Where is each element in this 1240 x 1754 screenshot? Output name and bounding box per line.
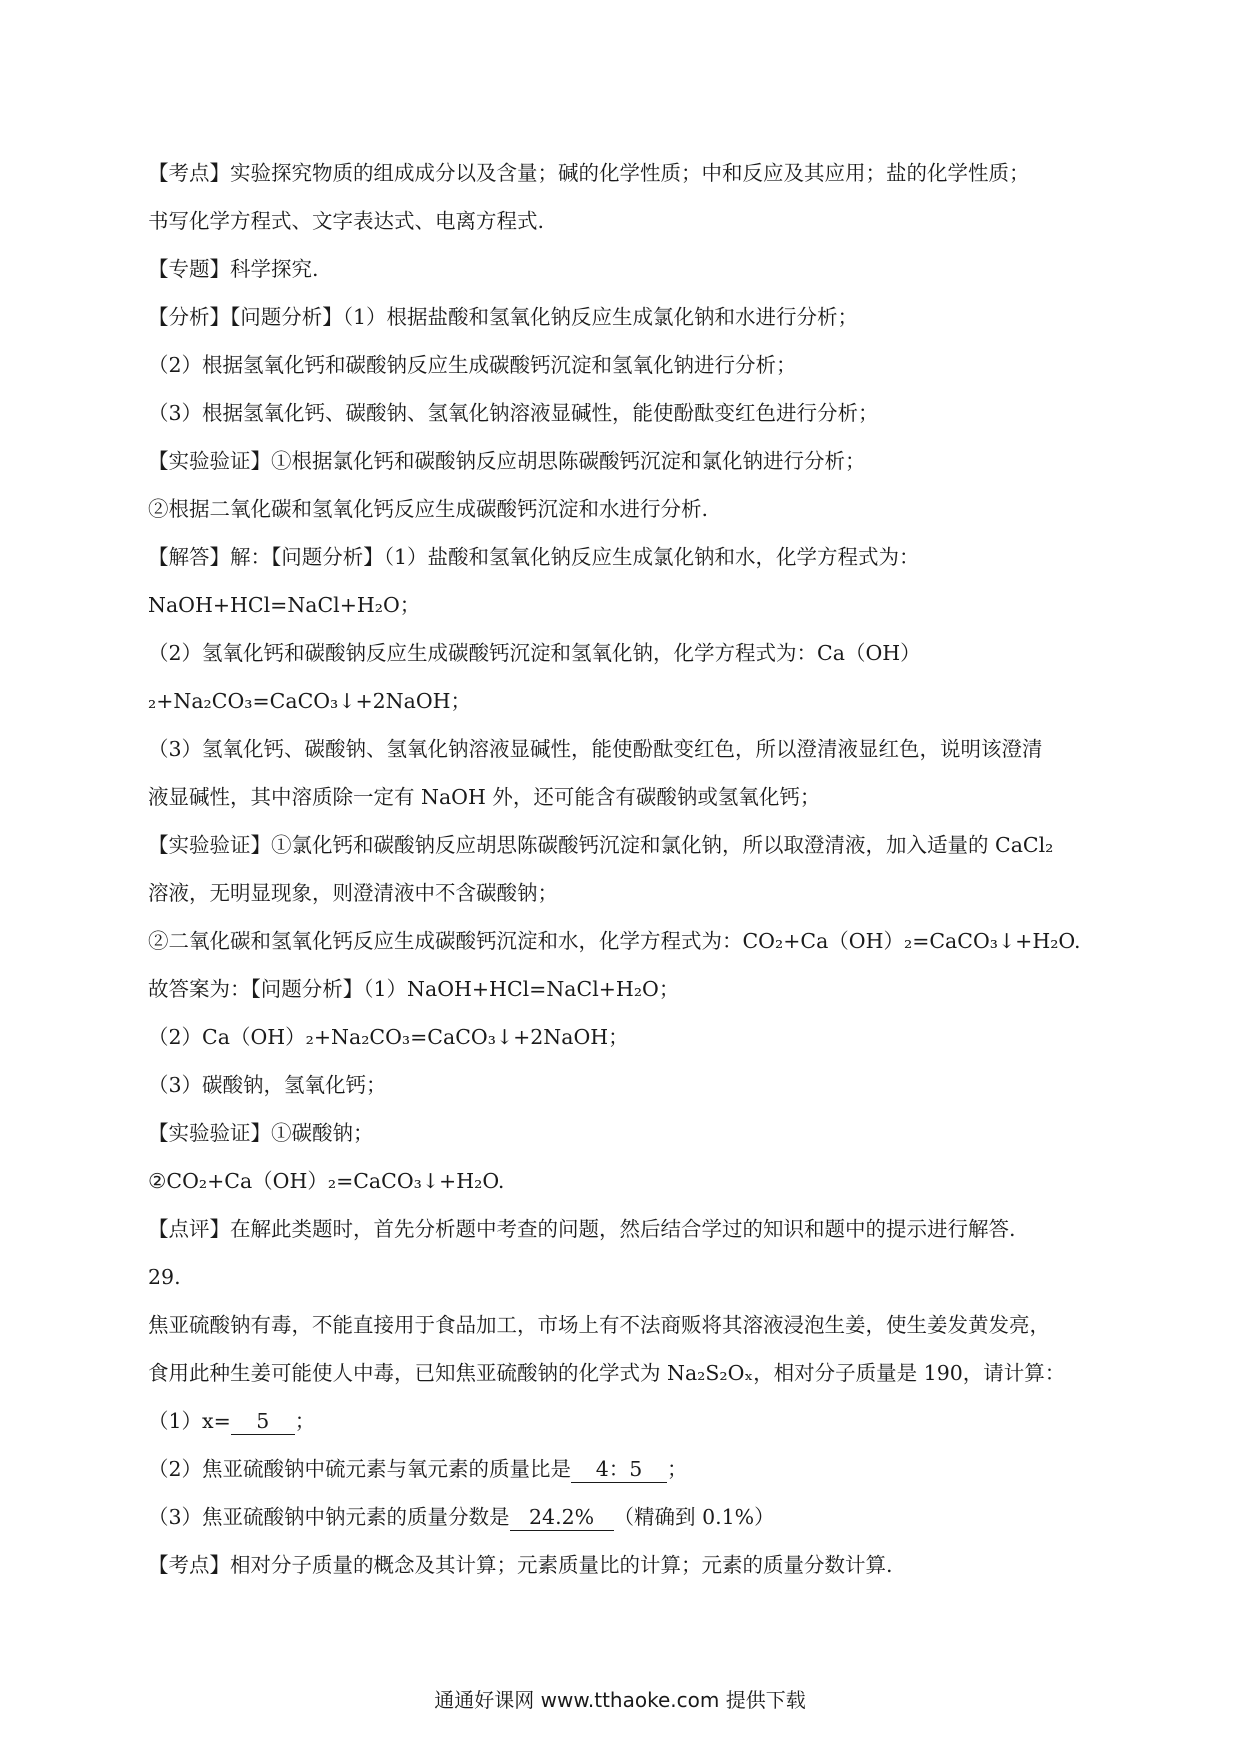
question-3-prefix: （3）焦亚硫酸钠中钠元素的质量分数是 [148,1505,510,1529]
text-line: 食用此种生姜可能使人中毒，已知焦亚硫酸钠的化学式为 Na₂S₂Oₓ，相对分子质量是 190，请计算： [148,1361,1066,1385]
text-line: 【实验验证】①根据氯化钙和碳酸钠反应胡思陈碳酸钙沉淀和氯化钠进行分析； [148,449,866,473]
text-line: 【解答】解：【问题分析】（1）盐酸和氢氧化钠反应生成氯化钠和水，化学方程式为： [148,545,920,569]
text-line: NaOH+HCl=NaCl+H₂O； [148,593,421,617]
text-line: 【点评】在解此类题时，首先分析题中考查的问题，然后结合学过的知识和题中的提示进行解答. [148,1217,1016,1241]
text-line: 【考点】实验探究物质的组成成分以及含量；碱的化学性质；中和反应及其应用；盐的化学性质； [148,161,1030,185]
question-1 [148,1406,1108,1436]
page-footer: 通通好课网 www.tthaoke.com 提供下载 [434,1688,806,1712]
text-line: 【考点】相对分子质量的概念及其计算；元素质量比的计算；元素的质量分数计算. [148,1553,893,1577]
text-line: 【实验验证】①氯化钙和碳酸钠反应胡思陈碳酸钙沉淀和氯化钠，所以取澄清液，加入适量的 CaCl₂ [148,833,1054,857]
text-line: 故答案为：【问题分析】（1）NaOH+HCl=NaCl+H₂O； [148,977,680,1001]
text-line: （3）根据氢氧化钙、碳酸钠、氢氧化钠溶液显碱性，能使酚酞变红色进行分析； [148,401,879,425]
question-number: 29. [148,1265,181,1289]
text-line: ₂+Na₂CO₃=CaCO₃↓+2NaOH； [148,689,472,713]
text-line: 【实验验证】①碳酸钠； [148,1121,374,1145]
question-3-suffix: （精确到 0.1%） [613,1505,775,1529]
question-3 [148,1502,1108,1532]
text-line: ②二氧化碳和氢氧化钙反应生成碳酸钙沉淀和水，化学方程式为：CO₂+Ca（OH）₂=CaCO₃↓+H₂O. [148,929,1081,953]
answer-blank-2: 4：5 [571,1456,667,1483]
question-1-prefix: （1）x= [148,1409,231,1433]
answer-blank-3: 24.2% [510,1504,614,1531]
text-line: ②CO₂+Ca（OH）₂=CaCO₃↓+H₂O. [148,1169,505,1193]
text-line: （3）氢氧化钙、碳酸钠、氢氧化钠溶液显碱性，能使酚酞变红色，所以澄清液显红色，说明该澄清 [148,737,1043,761]
text-line: 书写化学方程式、文字表达式、电离方程式. [148,209,545,233]
text-line: 【专题】科学探究. [148,257,319,281]
text-line: （2）根据氢氧化钙和碳酸钠反应生成碳酸钙沉淀和氢氧化钠进行分析； [148,353,797,377]
answer-blank-1: 5 [231,1408,295,1435]
text-line: ②根据二氧化碳和氢氧化钙反应生成碳酸钙沉淀和水进行分析. [148,497,709,521]
question-1-suffix: ； [294,1409,316,1433]
text-line: 焦亚硫酸钠有毒，不能直接用于食品加工，市场上有不法商贩将其溶液浸泡生姜，使生姜发黄发亮， [148,1313,1050,1337]
text-line: 液显碱性，其中溶质除一定有 NaOH 外，还可能含有碳酸钠或氢氧化钙； [148,785,821,809]
text-line: 溶液，无明显现象，则澄清液中不含碳酸钠； [148,881,558,905]
text-line: （2）Ca（OH）₂+Na₂CO₃=CaCO₃↓+2NaOH； [148,1025,629,1049]
text-line: （2）氢氧化钙和碳酸钠反应生成碳酸钙沉淀和氢氧化钠，化学方程式为：Ca（OH） [148,641,921,665]
question-2-prefix: （2）焦亚硫酸钠中硫元素与氧元素的质量比是 [148,1457,572,1481]
text-line: （3）碳酸钠，氢氧化钙； [148,1073,387,1097]
question-2-suffix: ； [667,1457,688,1481]
text-line: 【分析】【问题分析】（1）根据盐酸和氢氧化钠反应生成氯化钠和水进行分析； [148,305,859,329]
question-2 [148,1454,1108,1484]
